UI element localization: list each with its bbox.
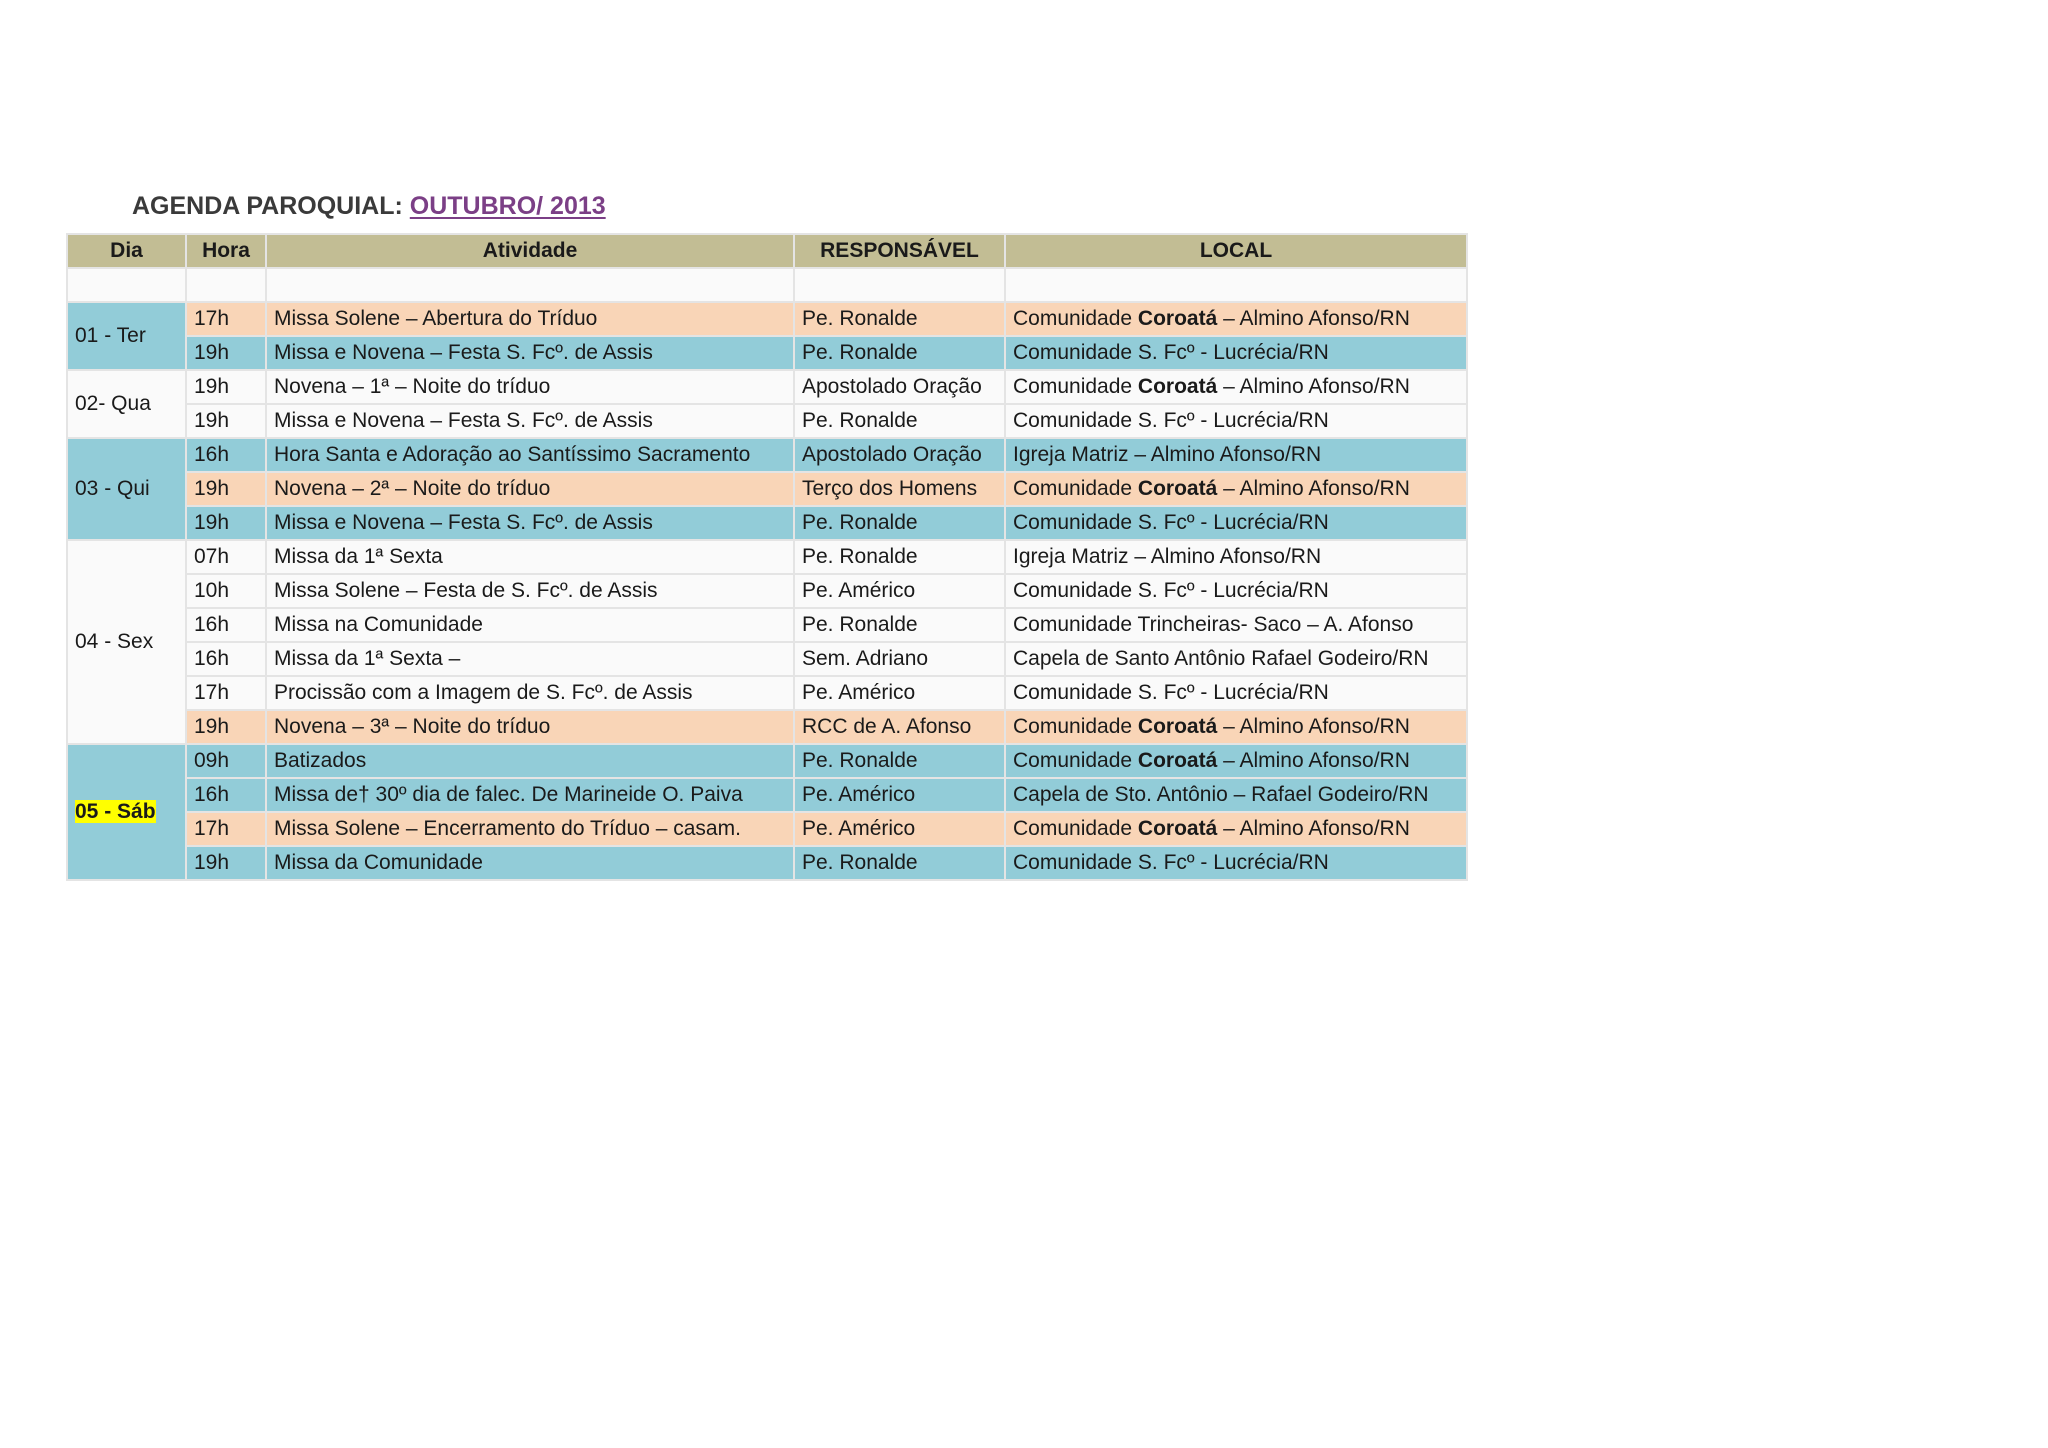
local-text: Capela de Sto. Antônio – Rafael Godeiro/RN xyxy=(1013,783,1429,806)
col-header-local: LOCAL xyxy=(1005,234,1467,268)
local-cell xyxy=(1005,574,1467,608)
local-bold-text: Coroatá xyxy=(1137,715,1218,738)
atividade-cell: Missa e Novena – Festa S. Fcº. de Assis xyxy=(266,404,794,438)
local-text: Comunidade xyxy=(1013,307,1138,330)
local-cell xyxy=(1005,710,1467,744)
responsavel-cell: RCC de A. Afonso xyxy=(794,710,1005,744)
responsavel-cell: Pe. Ronalde xyxy=(794,608,1005,642)
agenda-body xyxy=(67,268,1467,880)
table-row xyxy=(67,846,1467,880)
local-text: Comunidade S. Fcº - Lucrécia/RN xyxy=(1013,681,1329,704)
local-text: Capela de Santo Antônio Rafael Godeiro/RN xyxy=(1013,647,1429,670)
page-title xyxy=(132,192,606,221)
local-cell xyxy=(1005,846,1467,880)
hora-cell: 19h xyxy=(186,710,266,744)
responsavel-cell: Pe. Ronalde xyxy=(794,302,1005,336)
local-text: Comunidade S. Fcº - Lucrécia/RN xyxy=(1013,511,1329,534)
local-cell xyxy=(1005,336,1467,370)
responsavel-cell: Pe. Ronalde xyxy=(794,506,1005,540)
atividade-cell: Missa na Comunidade xyxy=(266,608,794,642)
local-cell xyxy=(1005,744,1467,778)
local-cell xyxy=(1005,404,1467,438)
hora-cell: 19h xyxy=(186,506,266,540)
local-text-suffix: – Almino Afonso/RN xyxy=(1217,477,1410,500)
atividade-cell: Missa de† 30º dia de falec. De Marineide O. Paiva xyxy=(266,778,794,812)
local-bold-text: Coroatá xyxy=(1137,307,1218,330)
hora-cell: 19h xyxy=(186,336,266,370)
agenda-table xyxy=(66,233,1468,881)
local-cell xyxy=(1005,302,1467,336)
hora-cell: 16h xyxy=(186,642,266,676)
local-text-suffix: – Almino Afonso/RN xyxy=(1217,375,1410,398)
col-header-responsavel: RESPONSÁVEL xyxy=(794,234,1005,268)
local-cell xyxy=(1005,642,1467,676)
col-header-hora: Hora xyxy=(186,234,266,268)
day-cell xyxy=(67,370,186,438)
col-header-dia: Dia xyxy=(67,234,186,268)
day-label: 01 - Ter xyxy=(75,324,146,347)
local-cell xyxy=(1005,676,1467,710)
atividade-cell: Novena – 1ª – Noite do tríduo xyxy=(266,370,794,404)
local-cell xyxy=(1005,506,1467,540)
local-text-suffix: – Almino Afonso/RN xyxy=(1217,307,1410,330)
day-label: 05 - Sáb xyxy=(75,800,156,823)
table-row xyxy=(67,574,1467,608)
responsavel-cell: Sem. Adriano xyxy=(794,642,1005,676)
table-row xyxy=(67,744,1467,778)
hora-cell: 17h xyxy=(186,302,266,336)
responsavel-cell: Pe. Ronalde xyxy=(794,846,1005,880)
responsavel-cell: Apostolado Oração xyxy=(794,438,1005,472)
hora-cell: 09h xyxy=(186,744,266,778)
local-text: Comunidade xyxy=(1013,715,1138,738)
local-text: Comunidade S. Fcº - Lucrécia/RN xyxy=(1013,579,1329,602)
hora-cell: 07h xyxy=(186,540,266,574)
local-text: Comunidade xyxy=(1013,375,1138,398)
table-row xyxy=(67,506,1467,540)
hora-cell: 10h xyxy=(186,574,266,608)
atividade-cell: Missa Solene – Encerramento do Tríduo – casam. xyxy=(266,812,794,846)
local-cell xyxy=(1005,438,1467,472)
table-row xyxy=(67,812,1467,846)
responsavel-cell: Pe. Américo xyxy=(794,676,1005,710)
hora-cell: 16h xyxy=(186,778,266,812)
hora-cell: 19h xyxy=(186,846,266,880)
local-cell xyxy=(1005,540,1467,574)
day-label: 04 - Sex xyxy=(75,630,154,653)
atividade-cell: Missa da 1ª Sexta xyxy=(266,540,794,574)
responsavel-cell: Apostolado Oração xyxy=(794,370,1005,404)
hora-cell: 19h xyxy=(186,472,266,506)
atividade-cell: Missa da Comunidade xyxy=(266,846,794,880)
local-text-suffix: – Almino Afonso/RN xyxy=(1217,715,1410,738)
responsavel-cell: Pe. Ronalde xyxy=(794,336,1005,370)
header-row xyxy=(67,234,1467,268)
hora-cell: 16h xyxy=(186,438,266,472)
table-row xyxy=(67,608,1467,642)
atividade-cell: Missa da 1ª Sexta – xyxy=(266,642,794,676)
table-row xyxy=(67,438,1467,472)
day-cell xyxy=(67,438,186,540)
table-row xyxy=(67,642,1467,676)
local-bold-text: Coroatá xyxy=(1137,477,1218,500)
local-bold-text: Coroatá xyxy=(1137,375,1218,398)
table-row xyxy=(67,336,1467,370)
day-label: 03 - Qui xyxy=(75,477,150,500)
table-row xyxy=(67,710,1467,744)
responsavel-cell: Pe. Ronalde xyxy=(794,404,1005,438)
table-row xyxy=(67,302,1467,336)
local-text: Comunidade xyxy=(1013,477,1138,500)
local-bold-text: Coroatá xyxy=(1137,749,1218,772)
local-cell xyxy=(1005,812,1467,846)
day-cell xyxy=(67,302,186,370)
atividade-cell: Novena – 2ª – Noite do tríduo xyxy=(266,472,794,506)
title-month: OUTUBRO/ 2013 xyxy=(409,192,606,220)
table-row xyxy=(67,540,1467,574)
table-row xyxy=(67,472,1467,506)
local-text: Comunidade S. Fcº - Lucrécia/RN xyxy=(1013,409,1329,432)
atividade-cell: Hora Santa e Adoração ao Santíssimo Sacramento xyxy=(266,438,794,472)
responsavel-cell: Pe. Américo xyxy=(794,812,1005,846)
local-text: Igreja Matriz – Almino Afonso/RN xyxy=(1013,443,1322,466)
table-row xyxy=(67,676,1467,710)
local-cell xyxy=(1005,778,1467,812)
table-row xyxy=(67,778,1467,812)
local-bold-text: Coroatá xyxy=(1137,817,1218,840)
local-cell xyxy=(1005,608,1467,642)
atividade-cell: Missa Solene – Abertura do Tríduo xyxy=(266,302,794,336)
hora-cell: 19h xyxy=(186,404,266,438)
responsavel-cell: Terço dos Homens xyxy=(794,472,1005,506)
atividade-cell: Procissão com a Imagem de S. Fcº. de Assis xyxy=(266,676,794,710)
responsavel-cell: Pe. Américo xyxy=(794,778,1005,812)
table-row xyxy=(67,370,1467,404)
responsavel-cell: Pe. Ronalde xyxy=(794,744,1005,778)
local-text: Comunidade S. Fcº - Lucrécia/RN xyxy=(1013,851,1329,874)
local-text: Igreja Matriz – Almino Afonso/RN xyxy=(1013,545,1322,568)
day-label: 02- Qua xyxy=(75,392,151,415)
blank-row xyxy=(67,268,1467,302)
atividade-cell: Batizados xyxy=(266,744,794,778)
hora-cell: 16h xyxy=(186,608,266,642)
table-row xyxy=(67,404,1467,438)
local-text-suffix: – Almino Afonso/RN xyxy=(1217,817,1410,840)
atividade-cell: Missa Solene – Festa de S. Fcº. de Assis xyxy=(266,574,794,608)
local-text: Comunidade S. Fcº - Lucrécia/RN xyxy=(1013,341,1329,364)
hora-cell: 17h xyxy=(186,812,266,846)
hora-cell: 19h xyxy=(186,370,266,404)
title-prefix: AGENDA PAROQUIAL: xyxy=(132,192,403,220)
day-cell xyxy=(67,540,186,744)
local-cell xyxy=(1005,472,1467,506)
hora-cell: 17h xyxy=(186,676,266,710)
day-cell xyxy=(67,744,186,880)
local-text-suffix: – Almino Afonso/RN xyxy=(1217,749,1410,772)
local-text: Comunidade xyxy=(1013,749,1138,772)
local-text: Comunidade Trincheiras- Saco – A. Afonso xyxy=(1013,613,1414,636)
responsavel-cell: Pe. Ronalde xyxy=(794,540,1005,574)
col-header-atividade: Atividade xyxy=(266,234,794,268)
atividade-cell: Novena – 3ª – Noite do tríduo xyxy=(266,710,794,744)
local-cell xyxy=(1005,370,1467,404)
responsavel-cell: Pe. Américo xyxy=(794,574,1005,608)
atividade-cell: Missa e Novena – Festa S. Fcº. de Assis xyxy=(266,336,794,370)
atividade-cell: Missa e Novena – Festa S. Fcº. de Assis xyxy=(266,506,794,540)
local-text: Comunidade xyxy=(1013,817,1138,840)
